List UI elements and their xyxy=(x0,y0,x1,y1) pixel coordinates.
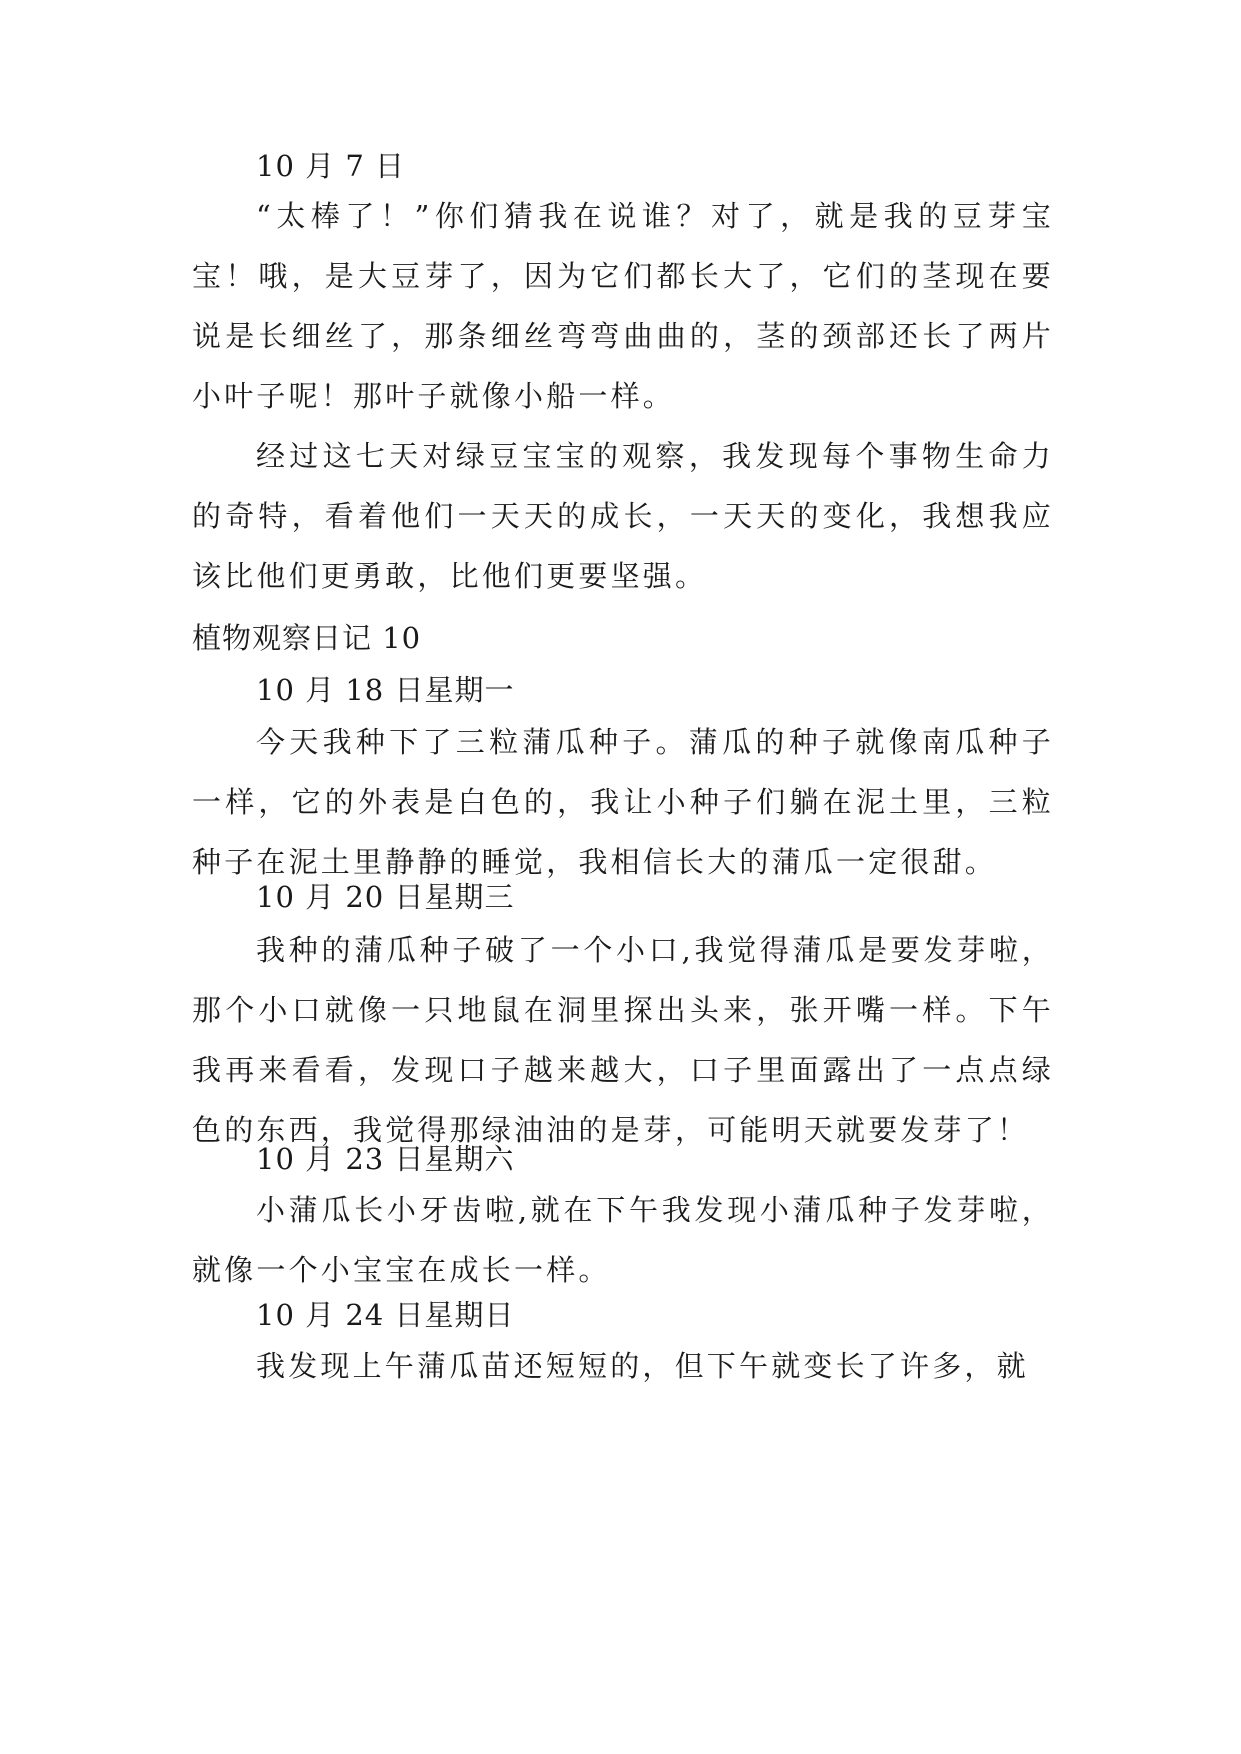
entry-paragraph: “太棒了！”你们猜我在说谁？对了，就是我的豆芽宝宝！哦，是大豆芽了，因为它们都长大了，它们的茎现在要说是长细丝了，那条细丝弯弯曲曲的，茎的颈部还长了两片小叶子呢！那叶子就像小船一样。 xyxy=(192,199,1054,413)
section-heading: 植物观察日记 10 xyxy=(192,621,422,655)
entry-date: 10 月 20 日星期三 xyxy=(256,880,515,914)
entry-date: 10 月 7 日 xyxy=(256,149,406,183)
entry-paragraph: 小蒲瓜长小牙齿啦,就在下午我发现小蒲瓜种子发芽啦，就像一个小宝宝在成长一样。 xyxy=(192,1193,1054,1287)
entry-paragraph: 我发现上午蒲瓜苗还短短的，但下午就变长了许多，就 xyxy=(256,1349,1029,1383)
entry-date: 10 月 24 日星期日 xyxy=(256,1298,515,1332)
entry-paragraph: 经过这七天对绿豆宝宝的观察，我发现每个事物生命力的奇特，看着他们一天天的成长，一天天的变化，我想我应该比他们更勇敢，比他们更要坚强。 xyxy=(192,439,1054,593)
entry-date: 10 月 23 日星期六 xyxy=(256,1142,515,1176)
entry-date: 10 月 18 日星期一 xyxy=(256,673,515,707)
entry-paragraph: 今天我种下了三粒蒲瓜种子。蒲瓜的种子就像南瓜种子一样，它的外表是白色的，我让小种子们躺在泥土里，三粒种子在泥土里静静的睡觉，我相信长大的蒲瓜一定很甜。 xyxy=(192,725,1054,879)
entry-paragraph: 我种的蒲瓜种子破了一个小口,我觉得蒲瓜是要发芽啦，那个小口就像一只地鼠在洞里探出头来，张开嘴一样。下午我再来看看，发现口子越来越大，口子里面露出了一点点绿色的东西，我觉得那绿油油的是芽，可能明天就要发芽了！ xyxy=(192,933,1054,1147)
